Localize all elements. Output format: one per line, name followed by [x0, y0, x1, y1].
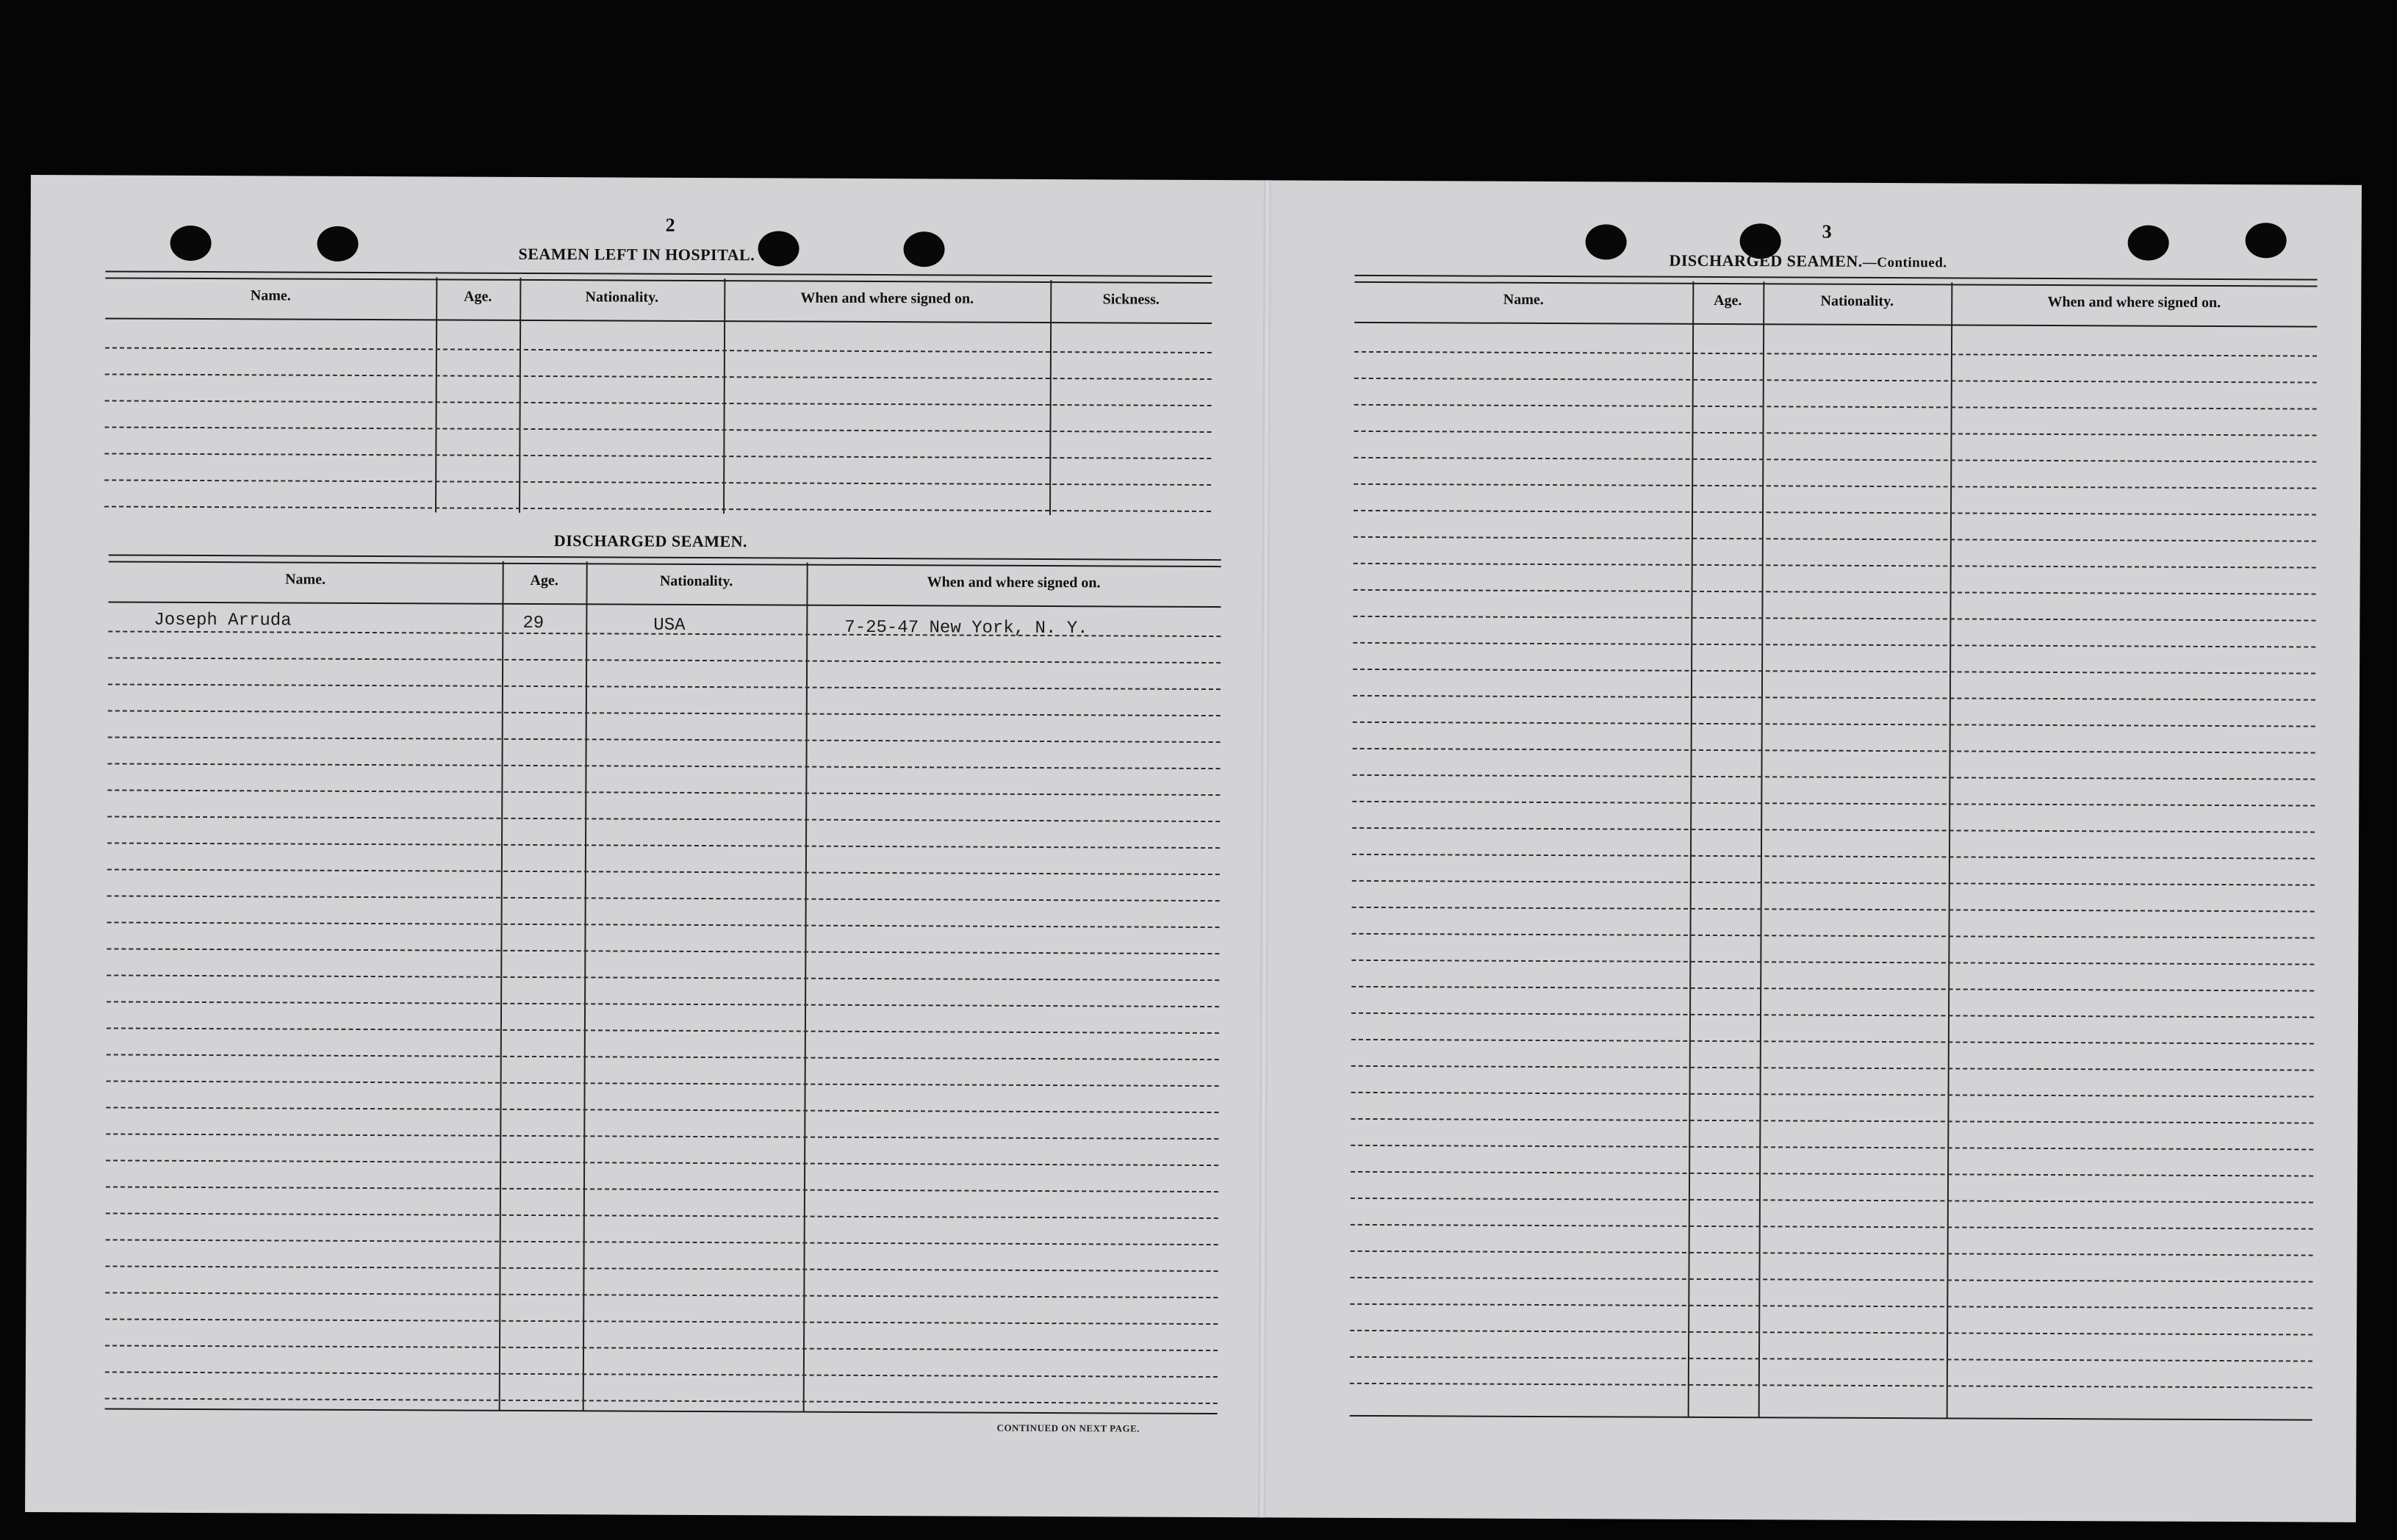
ruled-line — [105, 1371, 1218, 1378]
ruled-line — [106, 1133, 1218, 1140]
ruled-line — [1351, 1251, 2313, 1256]
ruled-line — [1352, 854, 2315, 860]
ruled-line — [107, 816, 1220, 822]
right-page — [1265, 180, 2362, 1522]
ruled-line — [1351, 1224, 2313, 1230]
ruled-line — [107, 974, 1219, 981]
punch-hole — [170, 226, 211, 261]
ruled-line — [106, 1212, 1218, 1219]
punch-hole — [317, 226, 358, 262]
ruled-line — [1351, 1039, 2314, 1045]
col-header-name: Name. — [1503, 291, 1544, 308]
continued-footnote: CONTINUED ON NEXT PAGE. — [996, 1422, 1140, 1434]
ruled-line — [1351, 1171, 2313, 1177]
ruled-line — [1353, 695, 2315, 701]
ruled-line — [107, 842, 1220, 849]
ruled-line — [107, 1001, 1219, 1007]
punch-hole — [903, 231, 944, 267]
ruled-line — [1351, 1012, 2314, 1018]
ruled-line — [106, 1186, 1218, 1192]
ruled-line — [106, 1159, 1218, 1166]
col-header-nationality: Nationality. — [1820, 292, 1894, 310]
ruled-line — [107, 921, 1220, 928]
page-number: 3 — [1822, 220, 1832, 242]
ruled-line — [1354, 431, 2316, 436]
ruled-line — [1352, 907, 2315, 913]
ruled-line — [1351, 986, 2314, 992]
entry-nationality: USA — [653, 615, 686, 636]
col-header-signed-on: When and where signed on. — [800, 289, 974, 307]
ruled-line — [1351, 1145, 2313, 1151]
ruled-line — [108, 736, 1221, 743]
ruled-line — [1354, 510, 2316, 516]
ruled-line — [1351, 1198, 2313, 1203]
ruled-line — [1354, 404, 2317, 410]
ruled-line — [1354, 563, 2316, 569]
ruled-line — [107, 789, 1220, 796]
ruled-line — [1354, 351, 2317, 357]
col-header-age: Age. — [530, 572, 558, 589]
entry-signed-on: 7-25-47 New York, N. Y. — [844, 617, 1088, 639]
ruled-line — [1354, 483, 2316, 489]
discharged-table-title: DISCHARGED SEAMEN. — [553, 531, 748, 551]
ruled-line — [1353, 722, 2315, 727]
ruled-line — [108, 683, 1221, 690]
hospital-table — [104, 270, 1212, 518]
col-header-signed-on: When and where signed on. — [2047, 293, 2221, 312]
ruled-line — [1352, 933, 2315, 939]
col-header-signed-on: When and where signed on. — [927, 574, 1101, 591]
discharged-continued-table — [1350, 275, 2318, 1422]
title-main: DISCHARGED SEAMEN. — [1669, 251, 1863, 270]
col-header-name: Name. — [250, 287, 291, 304]
ruled-line — [1350, 1303, 2312, 1309]
ruled-line — [107, 763, 1220, 769]
ruled-line — [1351, 1065, 2314, 1071]
ruled-line — [108, 657, 1221, 663]
entry-age: 29 — [522, 613, 545, 634]
ruled-line — [1352, 880, 2315, 886]
ruled-line — [1351, 1118, 2313, 1124]
ruled-line — [107, 948, 1219, 954]
ruled-line — [1350, 1356, 2312, 1362]
ruled-line — [107, 1080, 1219, 1087]
ruled-line — [1350, 1277, 2312, 1283]
ruled-line — [1353, 669, 2315, 674]
left-page — [25, 175, 1264, 1517]
ruled-line — [1353, 748, 2315, 754]
entry-name: Joseph Arruda — [154, 610, 292, 631]
ruled-line — [1354, 589, 2316, 595]
punch-hole — [758, 231, 799, 266]
ruled-line — [108, 710, 1221, 716]
ruled-line — [106, 1265, 1218, 1272]
ruled-line — [107, 868, 1220, 875]
ruled-line — [106, 1239, 1218, 1245]
ruled-line — [105, 1292, 1218, 1298]
ruled-line — [107, 1054, 1219, 1060]
ruled-line — [1353, 642, 2315, 648]
title-suffix: —Continued. — [1862, 254, 1947, 271]
ruled-line — [1353, 616, 2315, 622]
ruled-line — [105, 1345, 1218, 1351]
discharged-table — [105, 554, 1221, 1416]
ruled-line — [1351, 1092, 2314, 1098]
ruled-line — [1352, 827, 2315, 833]
ruled-line — [105, 1397, 1218, 1404]
ruled-line — [1354, 378, 2317, 384]
ruled-line — [1352, 801, 2315, 807]
ruled-line — [1354, 536, 2316, 542]
hospital-table-title: SEAMEN LEFT IN HOSPITAL. — [518, 244, 755, 265]
col-header-sickness: Sickness. — [1102, 291, 1160, 308]
ruled-line — [1350, 1383, 2312, 1389]
punch-hole — [1586, 224, 1627, 259]
col-header-age: Age. — [1714, 292, 1742, 309]
ruled-line — [1350, 1330, 2312, 1336]
col-header-nationality: Nationality. — [659, 572, 733, 590]
page-number: 2 — [665, 214, 675, 236]
punch-hole — [2128, 225, 2169, 260]
col-header-nationality: Nationality. — [585, 289, 659, 306]
col-header-age: Age. — [464, 288, 492, 305]
col-header-name: Name. — [285, 571, 326, 588]
punch-hole — [2246, 223, 2287, 258]
ruled-line — [105, 1318, 1218, 1325]
document-sheet — [25, 175, 2362, 1522]
ruled-line — [106, 1107, 1218, 1113]
ruled-line — [1352, 774, 2315, 780]
ruled-line — [107, 1027, 1219, 1034]
ruled-line — [107, 895, 1220, 902]
ruled-line — [1354, 457, 2316, 463]
ruled-line — [1351, 960, 2314, 965]
discharged-continued-title — [1669, 251, 1947, 272]
